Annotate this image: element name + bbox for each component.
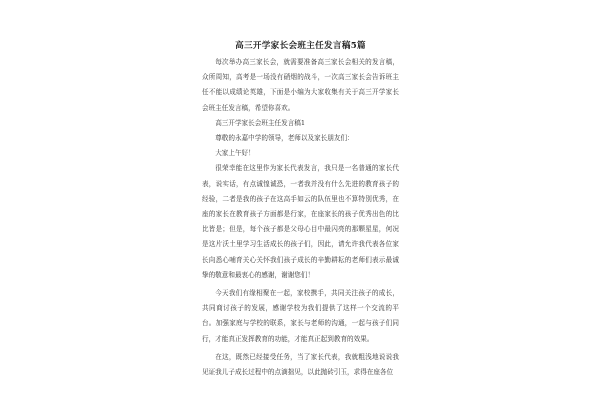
greeting: 大家上午好！	[215, 149, 255, 158]
salutation: 尊敬的永嘉中学的领导，老师以及家长朋友们：	[215, 134, 354, 143]
body-paragraph: 很荣幸能在这里作为家长代表发言，我只是一名普通的家长代表，说实话，有点诚惶诚恐，一者我并没有什么先进的教育孩子的经验，二者是我的孩子在这高手如云的队伍里也不算特别优秀，在座的家长在教育孩子方面都是行家，在座家长的孩子优秀出色的比比皆是；但是，每个孩子都是父母心目中最闪亮的那颗星星，何况是这片沃土里学习生活成长的孩子们，因此，请允许我代表各位家长向悉心哺育关心关怀我们孩子成长的辛勤耕耘的老师们表示最诚挚的敬意和最衷心的感谢，谢谢您们！	[202, 164, 399, 279]
document-body	[202, 40, 399, 380]
intro-paragraph: 每次举办高三家长会，就需要准备高三家长会相关的发言稿，众所周知，高考是一场没有硝烟的战斗，一次高三家长会告诉班主任不能以成绩论英雄，下面是小编为大家收集有关于高三开学家长会班主任发言稿，希望你喜欢。	[202, 58, 399, 112]
body-paragraph: 在这，既然已经接受任务，当了家长代表，我就粗浅地说说我见证我儿子成长过程中的点滴拙见，以此抛砖引玉，求得在座各位	[202, 352, 399, 377]
section-heading: 高三开学家长会班主任发言稿1	[215, 118, 306, 127]
document-title: 高三开学家长会班主任发言稿5篇	[235, 41, 366, 51]
body-paragraph: 今天我们有缘相聚在一起，家校携手，共同关注孩子的成长，共同商讨孩子的发展，感谢学校为我们提供了这样一个交流的平台。加强家庭与学校的联系，家长与老师的沟通，一起与孩子们同行，才能真正发挥教育的功能，才能真正起到教育的效果。	[202, 289, 399, 343]
